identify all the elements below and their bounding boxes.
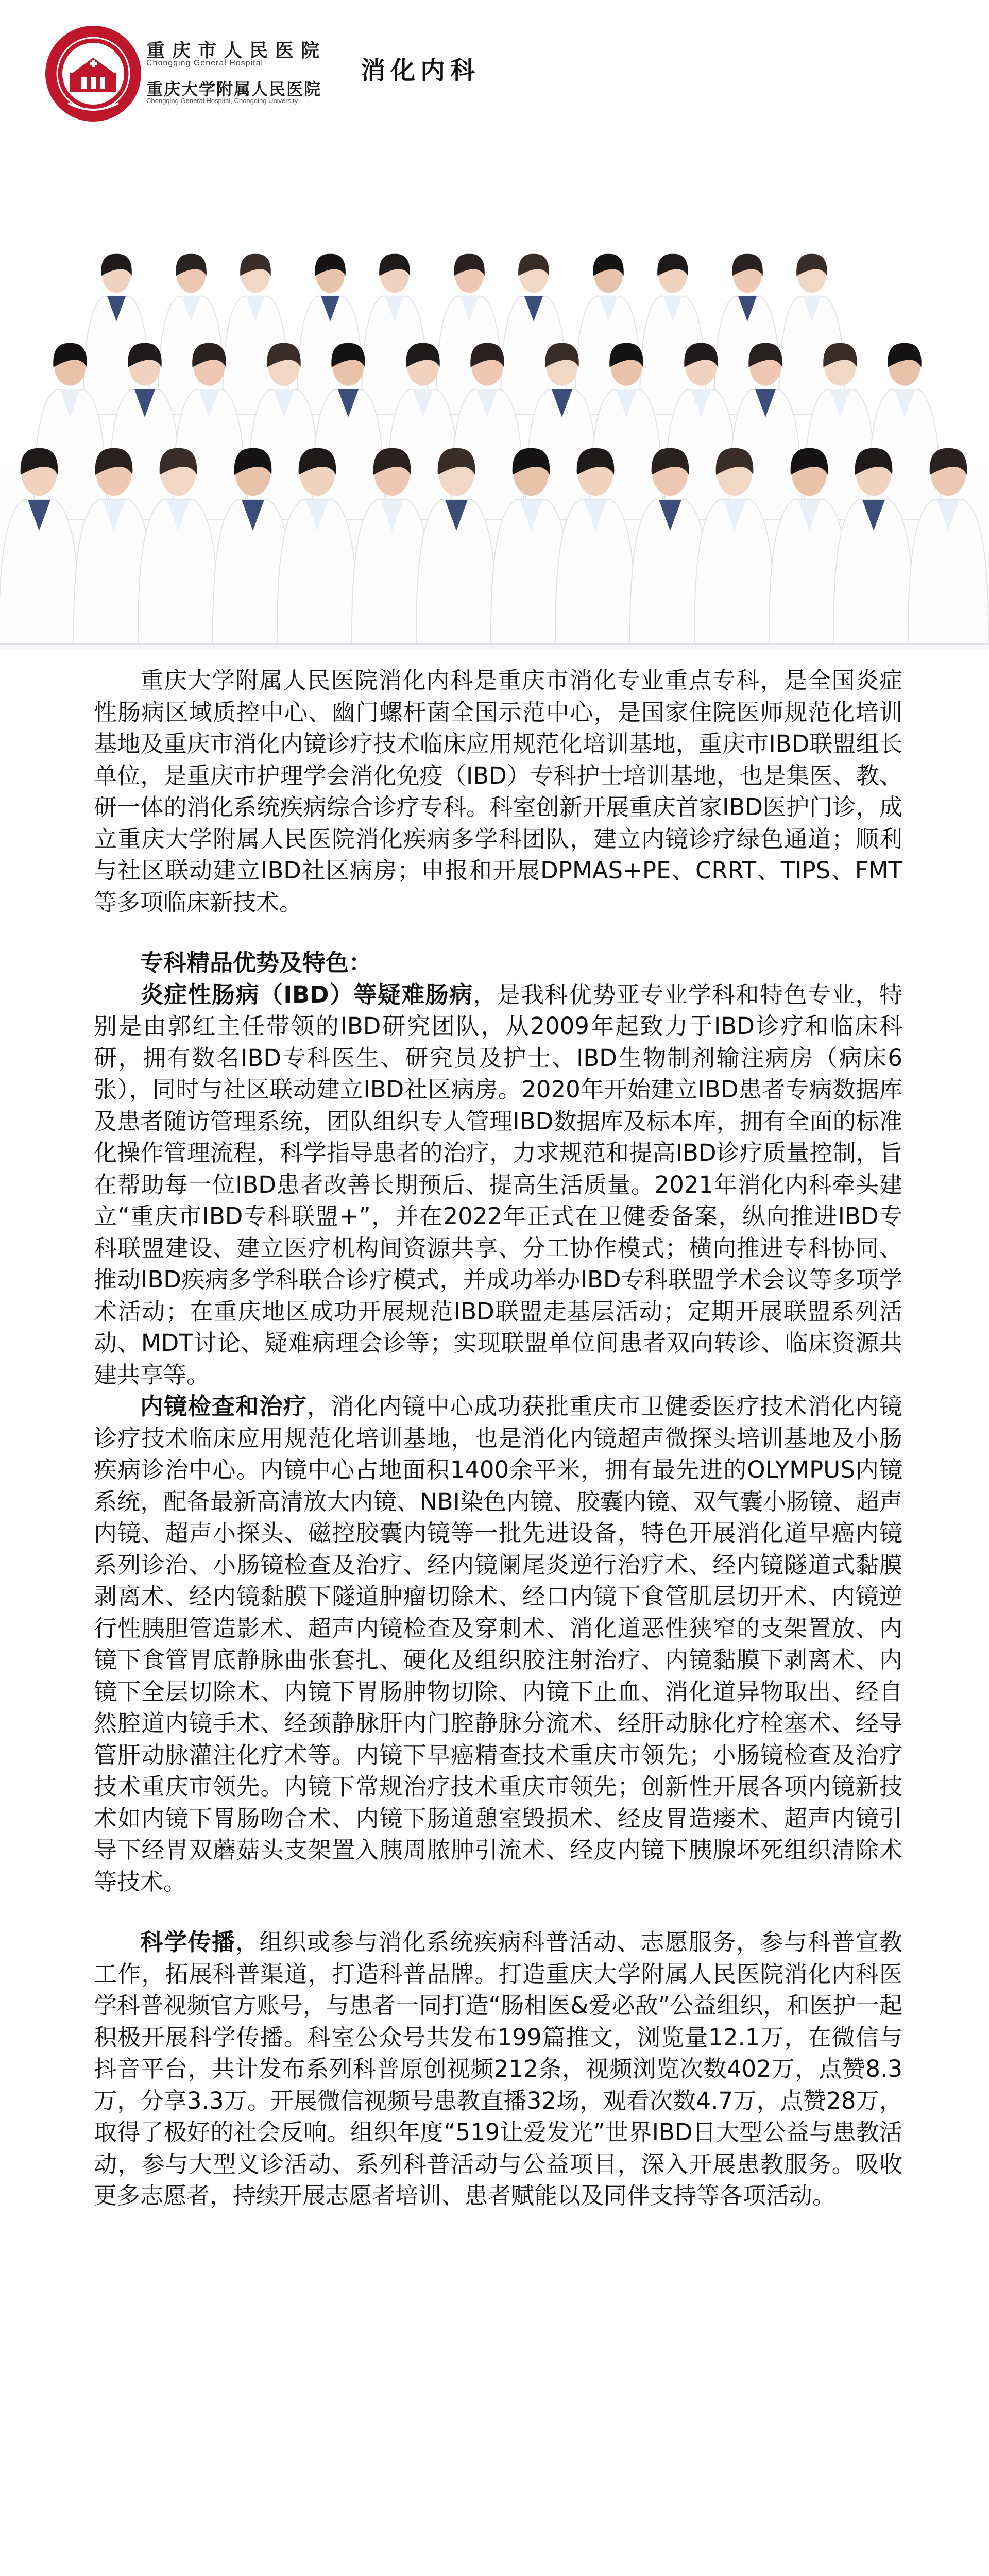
ibd-paragraph <box>94 979 902 1391</box>
content <box>94 665 902 2212</box>
ibd-text: ，是我科优势亚专业学科和特色专业，特别是由郭红主任带领的IBD研究团队，从2009年起致力于IBD诊疗和临床科研，拥有数名IBD专科医生、研究员及护士、IBD生物制剂输注病房（病床6张），同时与社区联动建立IBD社区病房。2020年开始建立IBD患者专病数据库及患者随访管理系统，团队组织专人管理IBD数据库及标本库，拥有全面的标准化操作管理流程，科学指导患者的治疗，力求规范和提高IBD诊疗质量控制，旨在帮助每一位IBD患者改善长期预后、提高生活质量。2021年消化内科牵头建立“重庆市IBD专科联盟+”，并在2022年正式在卫健委备案，纵向推进IBD专科联盟建设、建立医疗机构间资源共享、分工协作模式；横向推进专科协同、推动IBD疾病多学科联合诊疗模式，并成功举办IBD专科联盟学术会议等多项学术活动；在重庆地区成功开展规范IBD联盟走基层活动；定期开展联盟系列活动、MDT讨论、疑难病理会诊等；实现联盟单位间患者双向转诊、临床资源共建共享等。 <box>94 980 902 1388</box>
hospital-subname-zh: 重庆大学附属人民医院 <box>146 79 322 99</box>
science-paragraph <box>94 1926 902 2212</box>
team-group-photo <box>0 170 989 649</box>
endoscopy-lead: 内镜检查和治疗 <box>140 1393 308 1420</box>
header <box>0 0 989 155</box>
science-lead: 科学传播 <box>140 1928 236 1956</box>
hospital-subname-en: Chongqing General Hospital, Chongqing University <box>146 97 298 105</box>
specialty-heading-line <box>94 947 902 979</box>
hospital-name-zh: 重庆市人民医院 <box>146 40 327 61</box>
hospital-seal-icon <box>45 26 141 122</box>
endoscopy-text: ，消化内镜中心成功获批重庆市卫健委医疗技术消化内镜诊疗技术临床应用规范化培训基地，也是消化内镜超声微探头培训基地及小肠疾病诊治中心。内镜中心占地面积1400余平米，拥有最先进的OLYMPUS内镜系统，配备最新高清放大内镜、NBI染色内镜、胶囊内镜、双气囊小肠镜、超声内镜、超声小探头、磁控胶囊内镜等一批先进设备，特色开展消化道早癌内镜系列诊治、小肠镜检查及治疗、经内镜阑尾炎逆行治疗术、经内镜隧道式黏膜剥离术、经内镜黏膜下隧道肿瘤切除术、经口内镜下食管肌层切开术、内镜逆行性胰胆管造影术、超声内镜检查及穿刺术、消化道恶性狭窄的支架置放、内镜下食管胃底静脉曲张套扎、硬化及组织胶注射治疗、内镜黏膜下剥离术、内镜下全层切除术、内镜下胃肠肿物切除、内镜下止血、消化道异物取出、经自然腔道内镜手术、经颈静脉肝内门腔静脉分流术、经肝动脉化疗栓塞术、经导管肝动脉灌注化疗术等。内镜下早癌精查技术重庆市领先；小肠镜检查及治疗技术重庆市领先。内镜下常规治疗技术重庆市领先；创新性开展各项内镜新技术如内镜下胃肠吻合术、内镜下肠道憩室毁损术、经皮胃造瘘术、超声内镜引导下经胃双蘑菇头支架置入胰周脓肿引流术、经皮内镜下胰腺坏死组织清除术等技术。 <box>94 1393 902 1895</box>
section-heading: 专科精品优势及特色： <box>140 949 372 976</box>
intro-paragraph: 重庆大学附属人民医院消化内科是重庆市消化专业重点专科，是全国炎症性肠病区域质控中心、幽门螺杆菌全国示范中心，是国家住院医师规范化培训基地及重庆市消化内镜诊疗技术临床应用规范化培训基地，重庆市IBD联盟组长单位，是重庆市护理学会消化免疫（IBD）专科护士培训基地，也是集医、教、研一体的消化系统疾病综合诊疗专科。科室创新开展重庆首家IBD医护门诊，成立重庆大学附属人民医院消化疾病多学科团队，建立内镜诊疗绿色通道；顺利与社区联动建立IBD社区病房；申报和开展DPMAS+PE、CRRT、TIPS、FMT等多项临床新技术。 <box>94 667 902 916</box>
endoscopy-paragraph <box>94 1391 902 1897</box>
spacer <box>94 918 902 947</box>
spacer <box>94 1897 902 1926</box>
hospital-name-en: Chongqing General Hospital <box>146 59 264 67</box>
department-name: 消化内科 <box>361 56 481 85</box>
science-text: ，组织或参与消化系统疾病科普活动、志愿服务，参与科普宣教工作，拓展科普渠道，打造科普品牌。打造重庆大学附属人民医院消化内科医学科普视频官方账号，与患者一同打造“肠相医&爱必敌”公益组织，和医护一起积极开展科学传播。科室公众号共发布199篇推文，浏览量12.1万，在微信与抖音平台，共计发布系列科普原创视频212条，视频浏览次数402万，点赞8.3万，分享3.3万。开展微信视频号患教直播32场，观看次数4.7万，点赞28万，取得了极好的社会反响。组织年度“519让爱发光”世界IBD日大型公益与患教活动，参与大型义诊活动、系列科普活动与公益项目，深入开展患教服务。吸收更多志愿者，持续开展志愿者培训、患者赋能以及同伴支持等各项活动。 <box>94 1928 902 2209</box>
ibd-lead: 炎症性肠病（IBD）等疑难肠病 <box>140 980 473 1008</box>
